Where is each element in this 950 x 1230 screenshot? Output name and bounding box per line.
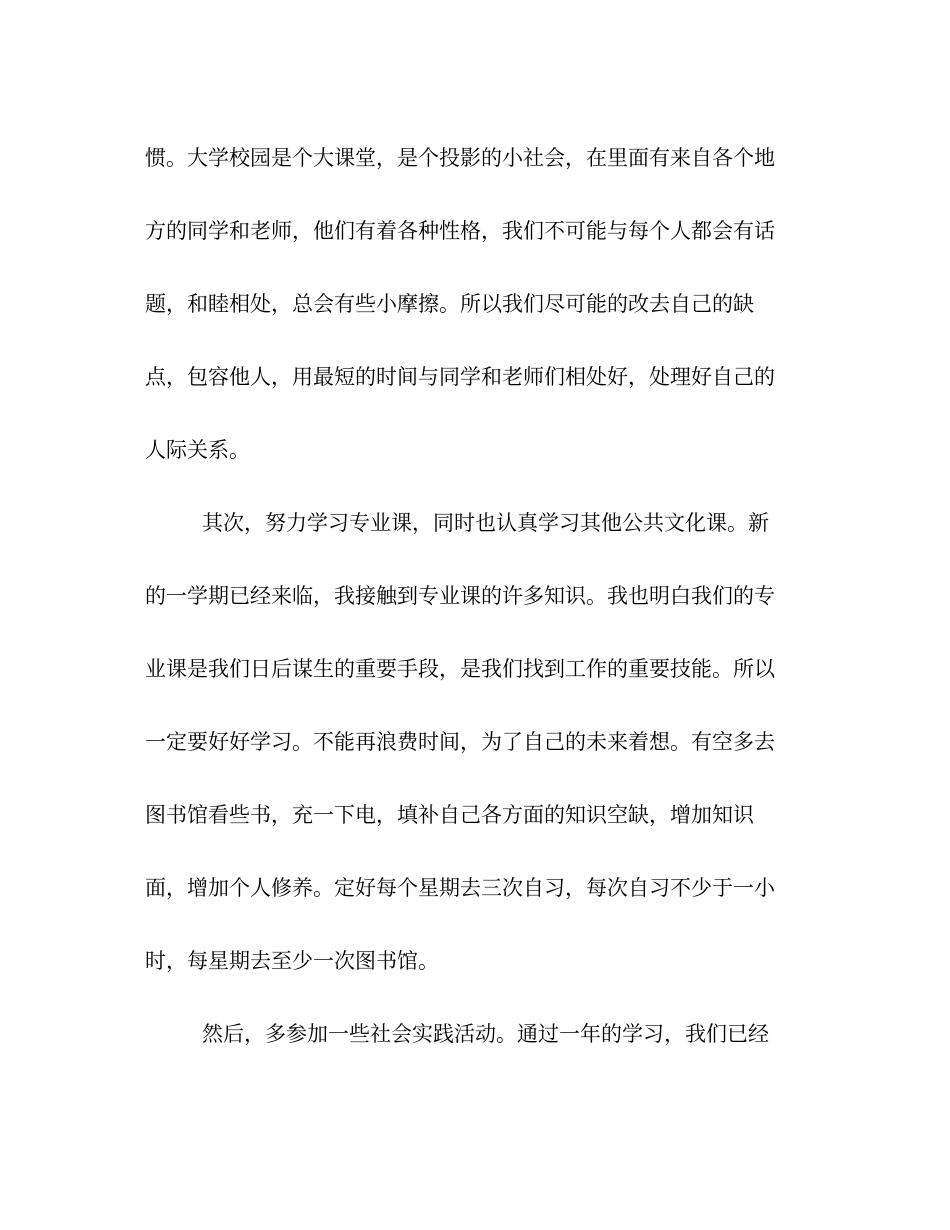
text-line: 方的同学和老师，他们有着各种性格，我们不可能与每个人都会有话 xyxy=(145,219,775,243)
text-line: 业课是我们日后谋生的重要手段，是我们找到工作的重要技能。所以 xyxy=(145,657,775,681)
text-line: 时，每星期去至少一次图书馆。 xyxy=(145,949,439,973)
text-line: 图书馆看些书，充一下电，填补自己各方面的知识空缺，增加知识 xyxy=(145,803,754,827)
text-line: 的一学期已经来临，我接触到专业课的许多知识。我也明白我们的专 xyxy=(145,584,775,608)
document-body xyxy=(145,136,805,1085)
paragraph-first-line: 其次，努力学习专业课，同时也认真学习其他公共文化课。新 xyxy=(202,511,769,535)
text-line: 题，和睦相处，总会有些小摩擦。所以我们尽可能的改去自己的缺 xyxy=(145,292,754,316)
text-line: 惯。大学校园是个大课堂，是个投影的小社会，在里面有来自各个地 xyxy=(145,146,775,170)
text-line: 点，包容他人，用最短的时间与同学和老师们相处好，处理好自己的 xyxy=(145,365,775,389)
text-line: 人际关系。 xyxy=(145,438,250,462)
text-line: 一定要好好学习。不能再浪费时间，为了自己的未来着想。有空多去 xyxy=(145,730,775,754)
text-line: 面，增加个人修养。定好每个星期去三次自习，每次自习不少于一小 xyxy=(145,876,775,900)
paragraph-first-line: 然后，多参加一些社会实践活动。通过一年的学习，我们已经 xyxy=(202,1022,769,1046)
